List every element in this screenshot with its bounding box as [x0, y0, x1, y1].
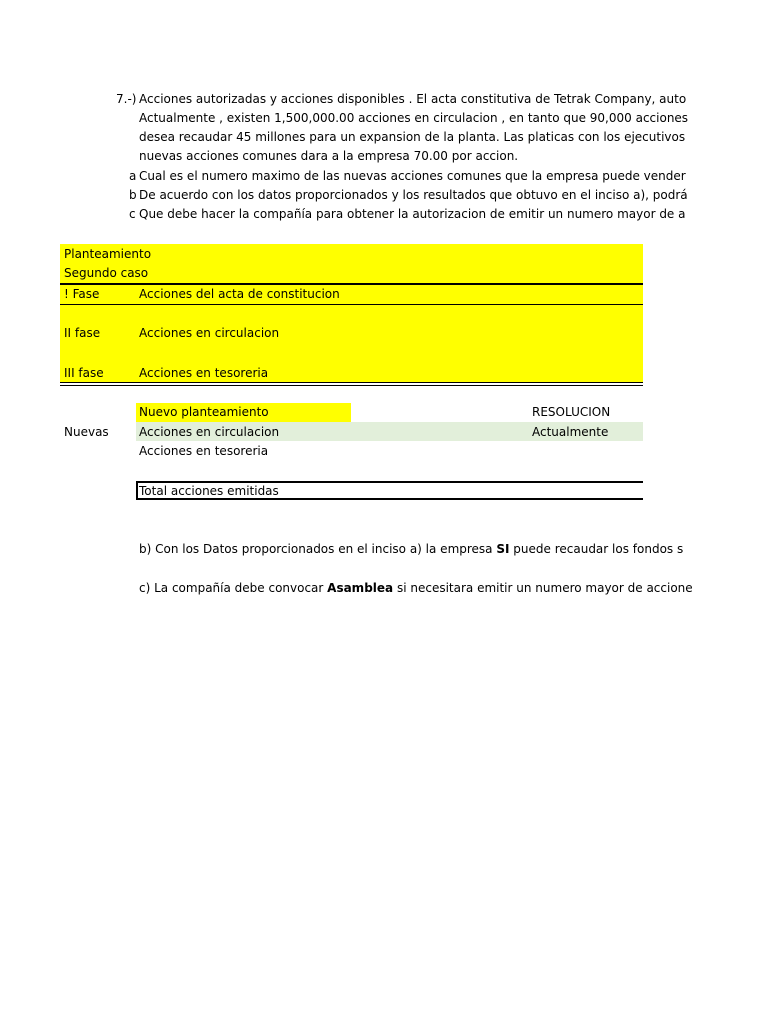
planteamiento-subtitle: Segundo caso — [64, 266, 149, 280]
phase-2-label: II fase — [64, 326, 101, 340]
problem-line-2: Actualmente , existen 1,500,000.00 acciones en circulacion , en tanto que 90,000 acciones — [139, 111, 689, 125]
nuevas-label: Nuevas — [64, 425, 109, 439]
nuevo-header: Nuevo planteamiento — [139, 405, 269, 419]
answer-b — [139, 540, 683, 559]
answer-b-pre: b) Con los Datos proporcionados en el inciso a) la empresa — [139, 542, 497, 556]
answer-c-post: si necesitara emitir un numero mayor de accione — [393, 581, 693, 595]
phase-double-border-2 — [60, 385, 643, 386]
phase-2-text: Acciones en circulacion — [139, 326, 280, 340]
actualmente-label: Actualmente — [532, 425, 609, 439]
question-a-letter: a — [129, 169, 137, 183]
answer-c — [139, 579, 693, 598]
question-c-letter: c — [129, 207, 136, 221]
phase-3-label: III fase — [64, 366, 104, 380]
problem-line-1: Acciones autorizadas y acciones disponibles . El acta constitutiva de Tetrak Company, auto — [139, 92, 687, 106]
problem-line-3: desea recaudar 45 millones para un expansion de la planta. Las platicas con los ejecutivos — [139, 130, 686, 144]
problem-number: 7.-) — [116, 92, 137, 106]
answer-b-post: puede recaudar los fondos s — [509, 542, 684, 556]
phase-1-text: Acciones del acta de constitucion — [139, 287, 340, 301]
question-b-letter: b — [129, 188, 137, 202]
answer-c-bold: Asamblea — [327, 581, 394, 595]
problem-line-4: nuevas acciones comunes dara a la empresa 70.00 por accion. — [139, 149, 519, 163]
planteamiento-title: Planteamiento — [64, 247, 152, 261]
phase-border-1 — [60, 304, 643, 305]
tesoreria-label: Acciones en tesoreria — [139, 444, 269, 458]
phase-double-border-1 — [60, 382, 643, 383]
question-a-text: Cual es el numero maximo de las nuevas acciones comunes que la empresa puede vender — [139, 169, 686, 183]
answer-b-bold: SI — [496, 542, 510, 556]
phase-1-label: ! Fase — [64, 287, 100, 301]
phase-3-text: Acciones en tesoreria — [139, 366, 269, 380]
circulacion-label: Acciones en circulacion — [139, 425, 280, 439]
question-b-text: De acuerdo con los datos proporcionados y los resultados que obtuvo en el inciso a), podrá — [139, 188, 688, 202]
total-label: Total acciones emitidas — [139, 484, 279, 498]
answer-c-pre: c) La compañía debe convocar — [139, 581, 328, 595]
question-c-text: Que debe hacer la compañía para obtener la autorizacion de emitir un numero mayor de a — [139, 207, 686, 221]
resolucion-label: RESOLUCION — [532, 405, 611, 419]
